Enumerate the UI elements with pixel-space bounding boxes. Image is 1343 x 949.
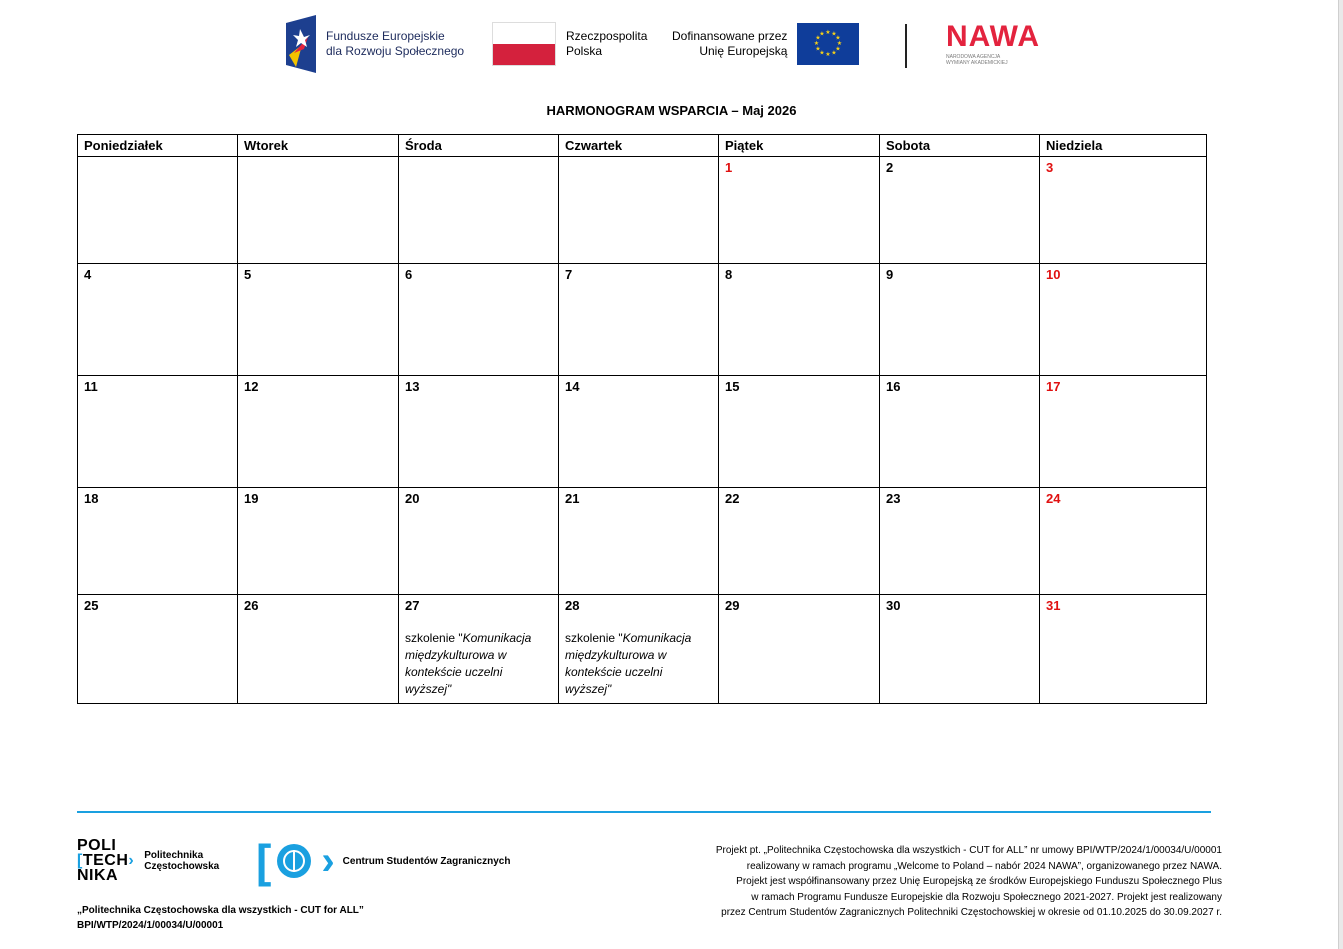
day-number: 15 xyxy=(725,379,740,394)
svg-text:★: ★ xyxy=(819,30,826,38)
politechnika-wordmark xyxy=(77,838,134,883)
rp-logo-line-2: Polska xyxy=(566,44,603,58)
calendar-day-cell xyxy=(238,376,399,488)
calendar-day-cell xyxy=(78,376,238,488)
day-number: 7 xyxy=(565,267,573,282)
fe-logo-line-1: Fundusze Europejskie xyxy=(326,29,445,43)
event-title: Komunikacja międzykulturowa w kontekście uczelni wyższej xyxy=(405,631,532,696)
calendar-day-cell xyxy=(719,595,880,704)
day-number: 30 xyxy=(886,598,901,613)
nawa-logo xyxy=(946,14,1040,74)
day-number: 22 xyxy=(725,491,740,506)
csz-name: Centrum Studentów Zagranicznych xyxy=(342,855,511,867)
rp-logo-text xyxy=(566,29,647,59)
weekday-header: Niedziela xyxy=(1040,135,1207,157)
ue-logo-line-1: Dofinansowane przez xyxy=(672,29,788,43)
svg-text:★: ★ xyxy=(835,34,842,42)
globe-icon xyxy=(277,844,311,878)
calendar-empty-cell xyxy=(238,157,399,264)
fe-logo xyxy=(286,14,464,74)
calendar-day-cell xyxy=(719,264,880,376)
calendar-empty-cell xyxy=(399,157,559,264)
calendar-week-row xyxy=(78,595,1207,704)
weekday-header: Środa xyxy=(399,135,559,157)
footer-left-line-1: „Politechnika Częstochowska dla wszystkich - CUT for ALL” xyxy=(77,905,364,916)
svg-text:★: ★ xyxy=(831,49,838,57)
day-number: 1 xyxy=(725,160,733,175)
day-number: 11 xyxy=(84,379,98,394)
ue-logo-text xyxy=(672,29,787,59)
day-number: 16 xyxy=(886,379,901,394)
footer-funding-note xyxy=(582,843,1222,921)
svg-text:★: ★ xyxy=(837,40,843,47)
footer-right-line-2: realizowany w ramach programu „Welcome to Poland – nabór 2024 NAWA”, organizowanego przez NAWA. xyxy=(746,860,1222,872)
calendar-day-cell xyxy=(880,157,1040,264)
day-number: 27 xyxy=(405,598,420,613)
calendar-week-row xyxy=(78,376,1207,488)
day-number: 4 xyxy=(84,267,92,282)
footer-right-line-4: w ramach Programu Fundusze Europejskie dla Rozwoju Społecznego 2021-2027. Projekt jest realizowany xyxy=(751,891,1222,903)
calendar-day-cell xyxy=(78,595,238,704)
calendar-day-cell xyxy=(1040,488,1207,595)
calendar-day-cell xyxy=(559,488,719,595)
day-number: 2 xyxy=(886,160,894,175)
polish-flag-icon xyxy=(492,22,556,66)
event-suffix: " xyxy=(447,682,452,696)
weekday-header: Poniedziałek xyxy=(78,135,238,157)
calendar-day-cell xyxy=(399,264,559,376)
day-number: 31 xyxy=(1046,598,1061,613)
footer-left-line-2: BPI/WTP/2024/1/00034/U/00001 xyxy=(77,920,224,931)
calendar-day-cell xyxy=(78,488,238,595)
calendar-day-cell xyxy=(559,376,719,488)
day-number: 19 xyxy=(244,491,259,506)
calendar-week-row xyxy=(78,264,1207,376)
day-number: 25 xyxy=(84,598,99,613)
politechnika-name xyxy=(144,850,219,872)
nawa-wordmark: NAWA xyxy=(946,20,1040,53)
bracket-icon: [ xyxy=(256,835,272,887)
day-number: 24 xyxy=(1046,491,1061,506)
calendar-event xyxy=(565,630,718,698)
calendar-empty-cell xyxy=(78,157,238,264)
calendar-day-cell xyxy=(78,264,238,376)
svg-text:★: ★ xyxy=(831,30,838,38)
header-logos xyxy=(286,14,1056,74)
weekday-header: Wtorek xyxy=(238,135,399,157)
page-edge xyxy=(1338,0,1343,949)
calendar-day-cell xyxy=(880,595,1040,704)
event-title: Komunikacja międzykulturowa w kontekście uczelni wyższej xyxy=(565,631,692,696)
csz-logo xyxy=(256,835,511,887)
weekday-header-row xyxy=(78,135,1207,157)
calendar-day-cell xyxy=(719,488,880,595)
calendar-day-cell xyxy=(1040,264,1207,376)
day-number: 21 xyxy=(565,491,580,506)
day-number: 6 xyxy=(405,267,413,282)
event-suffix: " xyxy=(607,682,612,696)
calendar-empty-cell xyxy=(559,157,719,264)
day-number: 26 xyxy=(244,598,259,613)
calendar-day-cell xyxy=(1040,376,1207,488)
calendar-week-row xyxy=(78,157,1207,264)
weekday-header: Sobota xyxy=(880,135,1040,157)
pcz-name-line-1: Politechnika xyxy=(144,849,204,861)
day-number: 8 xyxy=(725,267,733,282)
day-number: 18 xyxy=(84,491,99,506)
calendar-day-cell xyxy=(880,376,1040,488)
calendar-table xyxy=(77,134,1207,704)
calendar-day-cell xyxy=(559,595,719,704)
day-number: 13 xyxy=(405,379,420,394)
nawa-sub-line-1: NARODOWA AGENCJA xyxy=(946,54,1001,60)
chevron-right-icon: › xyxy=(321,839,335,883)
svg-text:★: ★ xyxy=(825,51,832,58)
svg-text:★: ★ xyxy=(825,29,832,36)
day-number: 23 xyxy=(886,491,901,506)
ue-logo-line-2: Unię Europejską xyxy=(699,44,788,58)
fe-logo-icon xyxy=(286,15,316,73)
svg-text:★: ★ xyxy=(814,40,820,47)
calendar-day-cell xyxy=(399,595,559,704)
footer-right-line-5: przez Centrum Studentów Zagranicznych Politechniki Częstochowskiej w okresie od 01.10.2025 do 30.09.2027 r. xyxy=(721,907,1222,918)
calendar-day-cell xyxy=(238,488,399,595)
calendar-day-cell xyxy=(1040,157,1207,264)
calendar-day-cell xyxy=(399,488,559,595)
calendar-body xyxy=(78,157,1207,704)
pcz-word-2-text: TECH xyxy=(82,852,129,869)
calendar-day-cell xyxy=(399,376,559,488)
day-number: 17 xyxy=(1046,379,1061,394)
day-number: 28 xyxy=(565,598,580,613)
day-number: 12 xyxy=(244,379,259,394)
rp-logo-line-1: Rzeczpospolita xyxy=(566,29,648,43)
day-number: 3 xyxy=(1046,160,1054,175)
logo-separator xyxy=(905,24,907,68)
day-number: 29 xyxy=(725,598,740,613)
fe-logo-line-2: dla Rozwoju Społecznego xyxy=(326,44,465,58)
nawa-subtitle xyxy=(946,54,1008,66)
svg-text:★: ★ xyxy=(815,45,822,53)
day-number: 9 xyxy=(886,267,894,282)
page-title: HARMONOGRAM WSPARCIA – Maj 2026 xyxy=(546,103,797,118)
weekday-header: Czwartek xyxy=(559,135,719,157)
event-prefix: szkolenie " xyxy=(565,631,623,645)
svg-text:★: ★ xyxy=(819,49,826,57)
day-number: 10 xyxy=(1046,267,1061,282)
pcz-word-3: NIKA xyxy=(77,867,119,884)
day-number: 14 xyxy=(565,379,580,394)
svg-text:★: ★ xyxy=(835,45,842,53)
day-number: 5 xyxy=(244,267,252,282)
calendar-event xyxy=(405,630,558,698)
calendar-day-cell xyxy=(880,488,1040,595)
rp-logo xyxy=(492,14,647,74)
footer-rule xyxy=(77,811,1211,813)
eu-flag-icon xyxy=(797,23,859,65)
calendar-day-cell xyxy=(238,264,399,376)
svg-text:★: ★ xyxy=(815,34,822,42)
ue-logo xyxy=(672,14,859,74)
calendar-day-cell xyxy=(719,376,880,488)
calendar-day-cell xyxy=(719,157,880,264)
weekday-header: Piątek xyxy=(719,135,880,157)
nawa-sub-line-2: WYMIANY AKADEMICKIEJ xyxy=(946,60,1008,66)
calendar-day-cell xyxy=(559,264,719,376)
fe-logo-text xyxy=(326,29,464,59)
footer-right-line-1: Projekt pt. „Politechnika Częstochowska dla wszystkich - CUT for ALL” nr umowy BPI/WTP/2024/1/00034/U/00001 xyxy=(715,845,1222,856)
footer-project-info xyxy=(77,903,364,933)
calendar-week-row xyxy=(78,488,1207,595)
calendar-day-cell xyxy=(1040,595,1207,704)
calendar-day-cell xyxy=(238,595,399,704)
event-prefix: szkolenie " xyxy=(405,631,463,645)
footer-right-line-3: Projekt jest współfinansowany przez Unię Europejską ze środków Europejskiego Funduszu Społecznego Plus xyxy=(736,876,1222,887)
pcz-word-2: [TECH› xyxy=(77,852,135,869)
day-number: 20 xyxy=(405,491,420,506)
politechnika-logo xyxy=(77,838,219,883)
calendar-day-cell xyxy=(880,264,1040,376)
pcz-name-line-2: Częstochowska xyxy=(144,860,220,872)
pcz-word-1: POLI xyxy=(77,837,117,854)
